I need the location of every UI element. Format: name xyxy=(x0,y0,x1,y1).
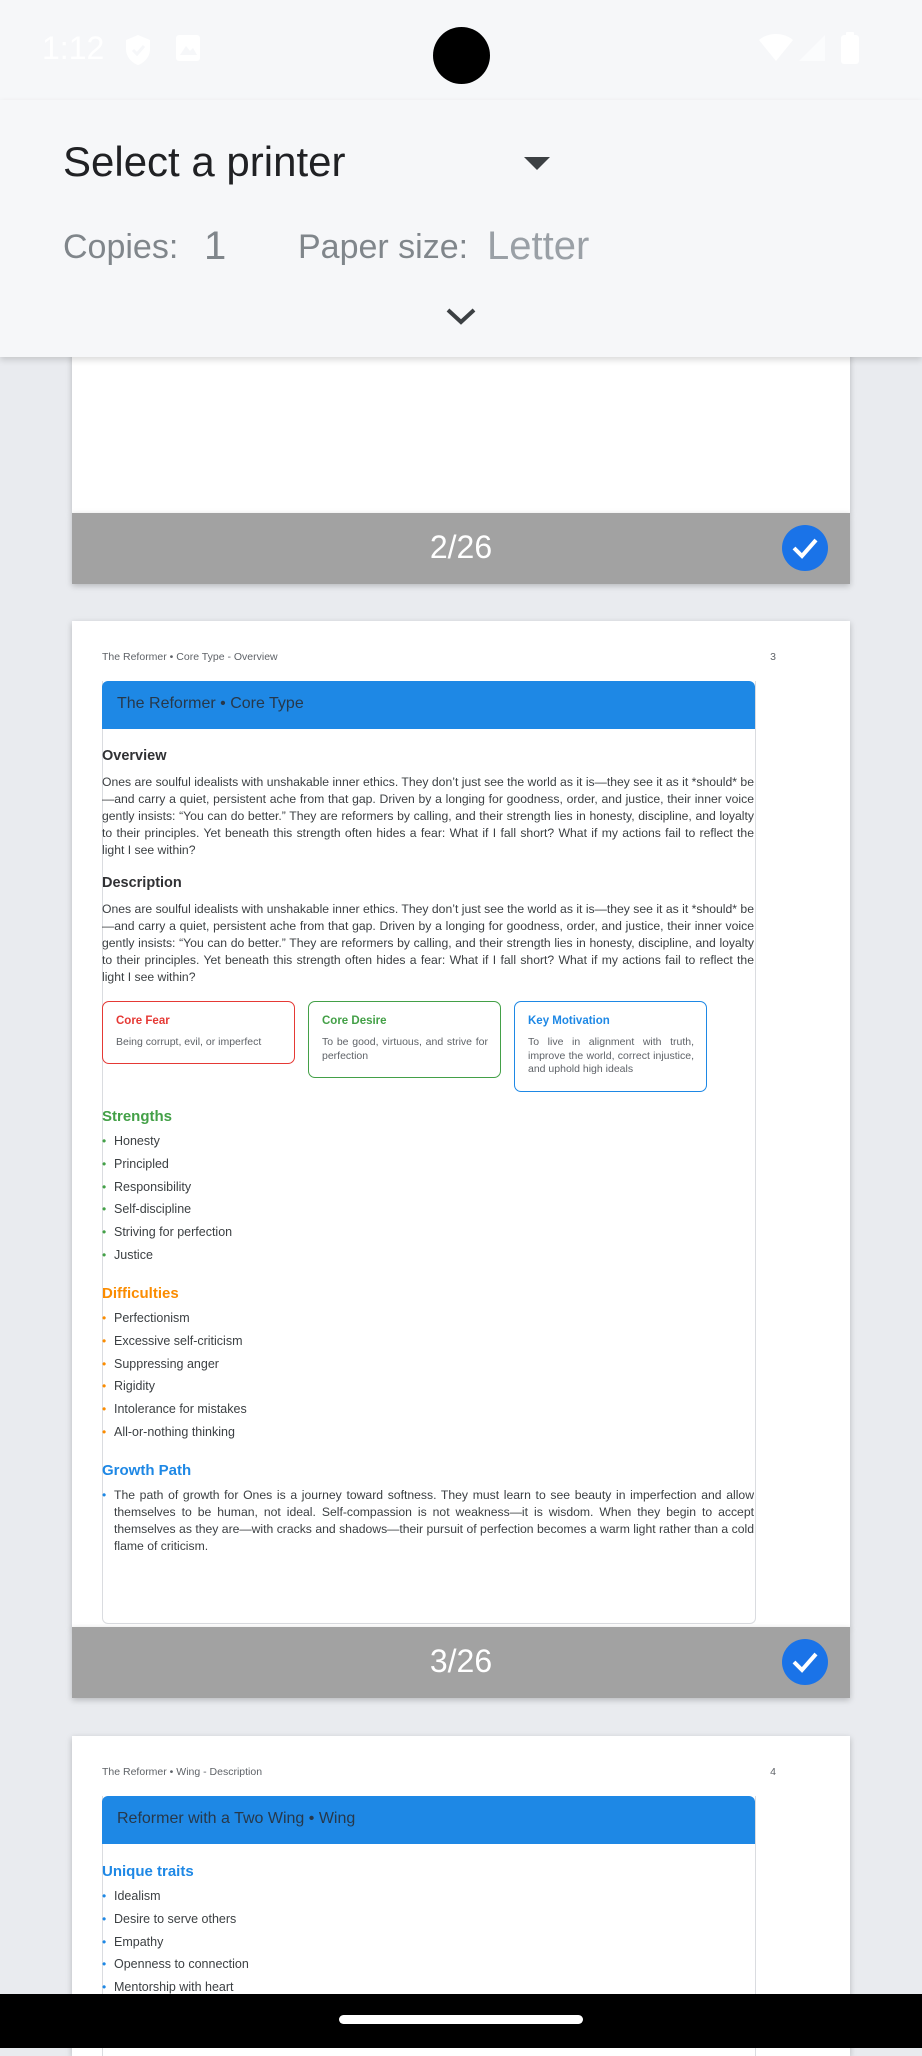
card-title: Core Desire xyxy=(322,1015,387,1027)
camera-cutout xyxy=(433,27,490,84)
card-text: To be good, virtuous, and strive for perfection xyxy=(322,1036,488,1062)
navigation-bar xyxy=(0,1994,922,2048)
dropdown-arrow-icon[interactable] xyxy=(524,157,550,170)
card-text: To live in alignment with truth, improve the world, correct injustice, and uphold high ideals xyxy=(528,1036,694,1075)
wifi-icon xyxy=(758,32,794,67)
difficulties-heading: Difficulties xyxy=(102,1285,179,1302)
list-item: • All-or-nothing thinking xyxy=(102,1425,235,1439)
list-item: • Intolerance for mistakes xyxy=(102,1402,247,1416)
banner-title: Reformer with a Two Wing • Wing xyxy=(117,1810,356,1827)
list-item: • Excessive self-criticism xyxy=(102,1334,243,1348)
print-options-header xyxy=(0,100,922,357)
page-footer-2 xyxy=(72,513,850,584)
page-preview-2[interactable] xyxy=(72,340,850,513)
copies-label: Copies: xyxy=(63,228,179,266)
unique-traits-heading: Unique traits xyxy=(102,1863,194,1880)
list-item: • Empathy xyxy=(102,1935,164,1949)
paper-size-value[interactable]: Letter xyxy=(487,224,590,268)
core-fear-card xyxy=(102,1001,295,1064)
description-text: Ones are soulful idealists with unshakable inner ethics. They don’t just see the world as it is—they see it as it *should* be—and carry a quiet, persistent ache from that gap. Driven by a longing for goodness, order, and justice, their inner voice gently insists: “You can do better.” They are reformers by calling, and their strength lies in honesty, discipline, and loyalty to their principles. Yet beneath this strength often hides a fear: What if I fall short? What if my actions fail to reflect the light I see within? xyxy=(102,902,754,984)
card-title: Key Motivation xyxy=(528,1015,610,1027)
overview-text: Ones are soulful idealists with unshakable inner ethics. They don’t just see the world as it is—they see it as it *should* be—and carry a quiet, persistent ache from that gap. Driven by a longing for goodness, order, and justice, their inner voice gently insists: “You can do better.” They are reformers by calling, and their strength lies in honesty, discipline, and loyalty to their principles. Yet beneath this strength often hides a fear: What if I fall short? What if my actions fail to reflect the light I see within? xyxy=(102,775,754,857)
list-item: • Self-discipline xyxy=(102,1202,192,1216)
list-item: • Honesty xyxy=(102,1134,160,1148)
list-item: • Justice xyxy=(102,1248,153,1262)
key-motivation-card xyxy=(514,1001,707,1092)
list-item: • Rigidity xyxy=(102,1379,155,1393)
list-item: • Principled xyxy=(102,1157,169,1171)
status-time: 1:12 xyxy=(42,30,105,66)
battery-icon xyxy=(840,32,860,69)
paper-size-label: Paper size: xyxy=(298,228,469,266)
list-item: • Desire to serve others xyxy=(102,1912,237,1926)
cellular-signal-icon xyxy=(797,34,827,67)
strengths-heading: Strengths xyxy=(102,1108,173,1125)
running-head: The Reformer • Core Type - Overview xyxy=(102,651,278,663)
page-number: 3/26 xyxy=(429,1643,493,1679)
list-item: • Openness to connection xyxy=(102,1957,249,1971)
list-item: • Striving for perfection xyxy=(102,1225,233,1239)
page-preview-3[interactable] xyxy=(72,621,850,1628)
list-item: • Idealism xyxy=(102,1889,161,1903)
card-text: Being corrupt, evil, or imperfect xyxy=(116,1036,262,1048)
list-item: • Responsibility xyxy=(102,1180,192,1194)
page-selected-checkbox[interactable] xyxy=(782,1639,828,1685)
page-footer-3 xyxy=(72,1627,850,1698)
type-banner xyxy=(102,681,755,729)
growth-path-heading: Growth Path xyxy=(102,1462,192,1479)
image-notification-icon xyxy=(175,34,201,67)
shield-icon xyxy=(124,34,152,71)
growth-path-text: The path of growth for Ones is a journey toward softness. They must learn to see beauty in imperfection and allow themselves to be human, not ideal. Self-compassion is not weakness—it is wisdom. When they begin to accept themselves as they are—with cracks and shadows—their pursuit of perfection becomes a warm light rather than a cold flame of criticism. xyxy=(114,1488,754,1553)
check-icon xyxy=(791,1649,819,1675)
running-head: The Reformer • Wing - Description xyxy=(102,1766,263,1778)
chevron-down-icon[interactable] xyxy=(443,306,479,333)
card-title: Core Fear xyxy=(116,1015,170,1027)
core-desire-card xyxy=(308,1001,501,1078)
doc-page-number: 3 xyxy=(770,651,776,663)
list-item: • Mentorship with heart xyxy=(102,1980,234,1994)
check-icon xyxy=(791,535,819,561)
status-bar xyxy=(0,0,922,100)
copies-value[interactable]: 1 xyxy=(204,224,227,268)
printer-dropdown-label: Select a printer xyxy=(63,138,346,185)
overview-heading: Overview xyxy=(102,748,167,764)
home-gesture-handle[interactable] xyxy=(339,2015,583,2024)
banner-title: The Reformer • Core Type xyxy=(117,695,304,712)
doc-page-number: 4 xyxy=(770,1766,776,1778)
page-number: 2/26 xyxy=(429,529,493,565)
wing-banner xyxy=(102,1796,755,1844)
description-heading: Description xyxy=(102,875,182,891)
bullet: • xyxy=(102,1488,107,1502)
list-item: • Perfectionism xyxy=(102,1311,190,1325)
list-item: • Suppressing anger xyxy=(102,1357,219,1371)
page-selected-checkbox[interactable] xyxy=(782,525,828,571)
